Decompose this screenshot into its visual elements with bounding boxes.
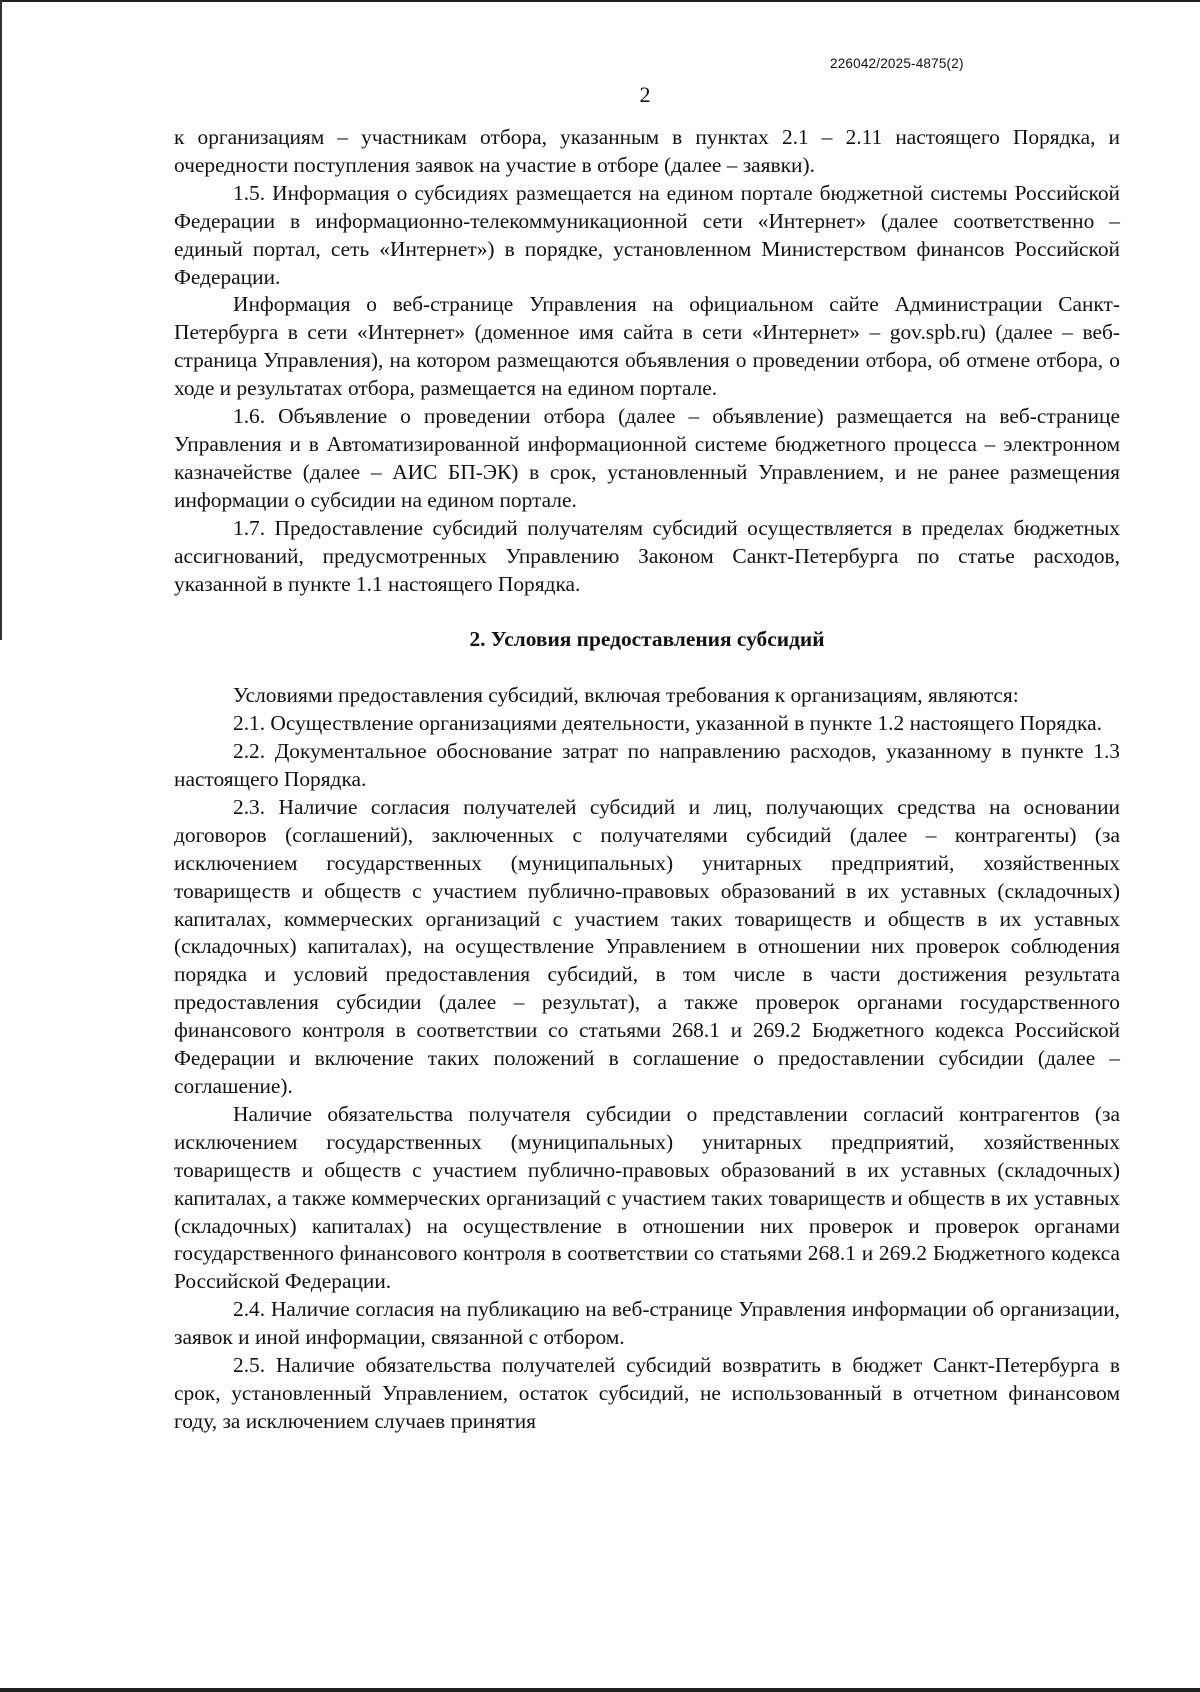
paragraph-2-4: 2.4. Наличие согласия на публикацию на веб-странице Управления информации об организации, заявок и иной информации, связанной с отбором. [174, 1297, 1120, 1350]
paragraph-obligation-consent: Наличие обязательства получателя субсидии о представлении согласий контрагентов (за исключением государственных (муниципальных) унитарных предприятий, хозяйственных товариществ и обществ с участием публично-правовых образований в их уставных (складочных) капиталах, а также коммерческих организаций с участием таких товариществ и обществ в их уставных (складочных) капиталах) на осуществление в отношении них проверок и проверок органами государственного финансового контроля в соответствии со статьями 268.1 и 269.2 Бюджетного кодекса Российской Федерации. [174, 1101, 1120, 1294]
section-title: 2. Условия предоставления субсидий [469, 627, 825, 652]
paragraph-2-1: 2.1. Осуществление организациями деятельности, указанной в пункте 1.2 настоящего Порядка. [233, 711, 1102, 736]
paragraph-conditions-intro: Условиями предоставления субсидий, включая требования к организациям, являются: [233, 683, 1019, 708]
paragraph-continuation: к организациям – участникам отбора, указанным в пунктах 2.1 – 2.11 настоящего Порядка, и очередности поступления заявок на участие в отборе (далее – заявки). [174, 125, 1120, 177]
paragraph-2-5: 2.5. Наличие обязательства получателей субсидий возвратить в бюджет Санкт-Петербурга в срок, установленный Управлением, остаток субсидий, не использованный в отчетном финансовом году, за исключением случаев принятия [174, 1353, 1120, 1433]
document-body [174, 124, 1120, 1436]
scan-border-top [0, 0, 1200, 2]
scan-border-bottom [0, 1688, 1200, 1692]
paragraph-1-7: 1.7. Предоставление субсидий получателям субсидий осуществляется в пределах бюджетных ассигнований, предусмотренных Управлению Законом Санкт-Петербурга по статье расходов, указанной в пункте 1.1 настоящего Порядка. [174, 515, 1120, 596]
page-number: 2 [639, 82, 651, 107]
paragraph-web-page-info: Информация о веб-странице Управления на официальном сайте Администрации Санкт-Петербурга в сети «Интернет» (доменное имя сайта в сети «Интернет» – gov.spb.ru) (далее – веб-страница Управления), на котором размещаются объявления о проведении отбора, об отмене отбора, о ходе и результатах отбора, размещается на едином портале. [174, 292, 1120, 401]
document-registration-number: 226042/2025-4875(2) [830, 56, 964, 71]
paragraph-1-5: 1.5. Информация о субсидиях размещается на едином портале бюджетной системы Российской Федерации в информационно-телекоммуникационной сети «Интернет» (далее соответственно – единый портал, сеть «Интернет») в порядке, установленном Министерством финансов Российской Федерации. [174, 180, 1120, 289]
paragraph-2-2: 2.2. Документальное обоснование затрат по направлению расходов, указанному в пункте 1.3 настоящего Порядка. [174, 739, 1120, 792]
paragraph-2-3: 2.3. Наличие согласия получателей субсидий и лиц, получающих средства на основании договоров (соглашений), заключенных с получателями субсидий (далее – контрагенты) (за исключением государственных (муниципальных) унитарных предприятий, хозяйственных товариществ и обществ с участием публично-правовых образований в их уставных (складочных) капиталах, коммерческих организаций с участием таких товариществ и обществ в их уставных (складочных) капиталах), на осуществление Управлением в отношении них проверок соблюдения порядка и условий предоставления субсидий, в том числе в части достижения результата предоставления субсидии (далее – результат), а также проверок органами государственного финансового контроля в соответствии со статьями 268.1 и 269.2 Бюджетного кодекса Российской Федерации и включение таких положений в соглашение о предоставлении субсидии (далее – соглашение). [174, 794, 1120, 1098]
paragraph-1-6: 1.6. Объявление о проведении отбора (далее – объявление) размещается на веб-странице Управления и в Автоматизированной информационной системе бюджетного процесса – электронном казначействе (далее – АИС БП-ЭК) в срок, установленный Управлением, и не ранее размещения информации о субсидии на едином портале. [174, 404, 1120, 512]
